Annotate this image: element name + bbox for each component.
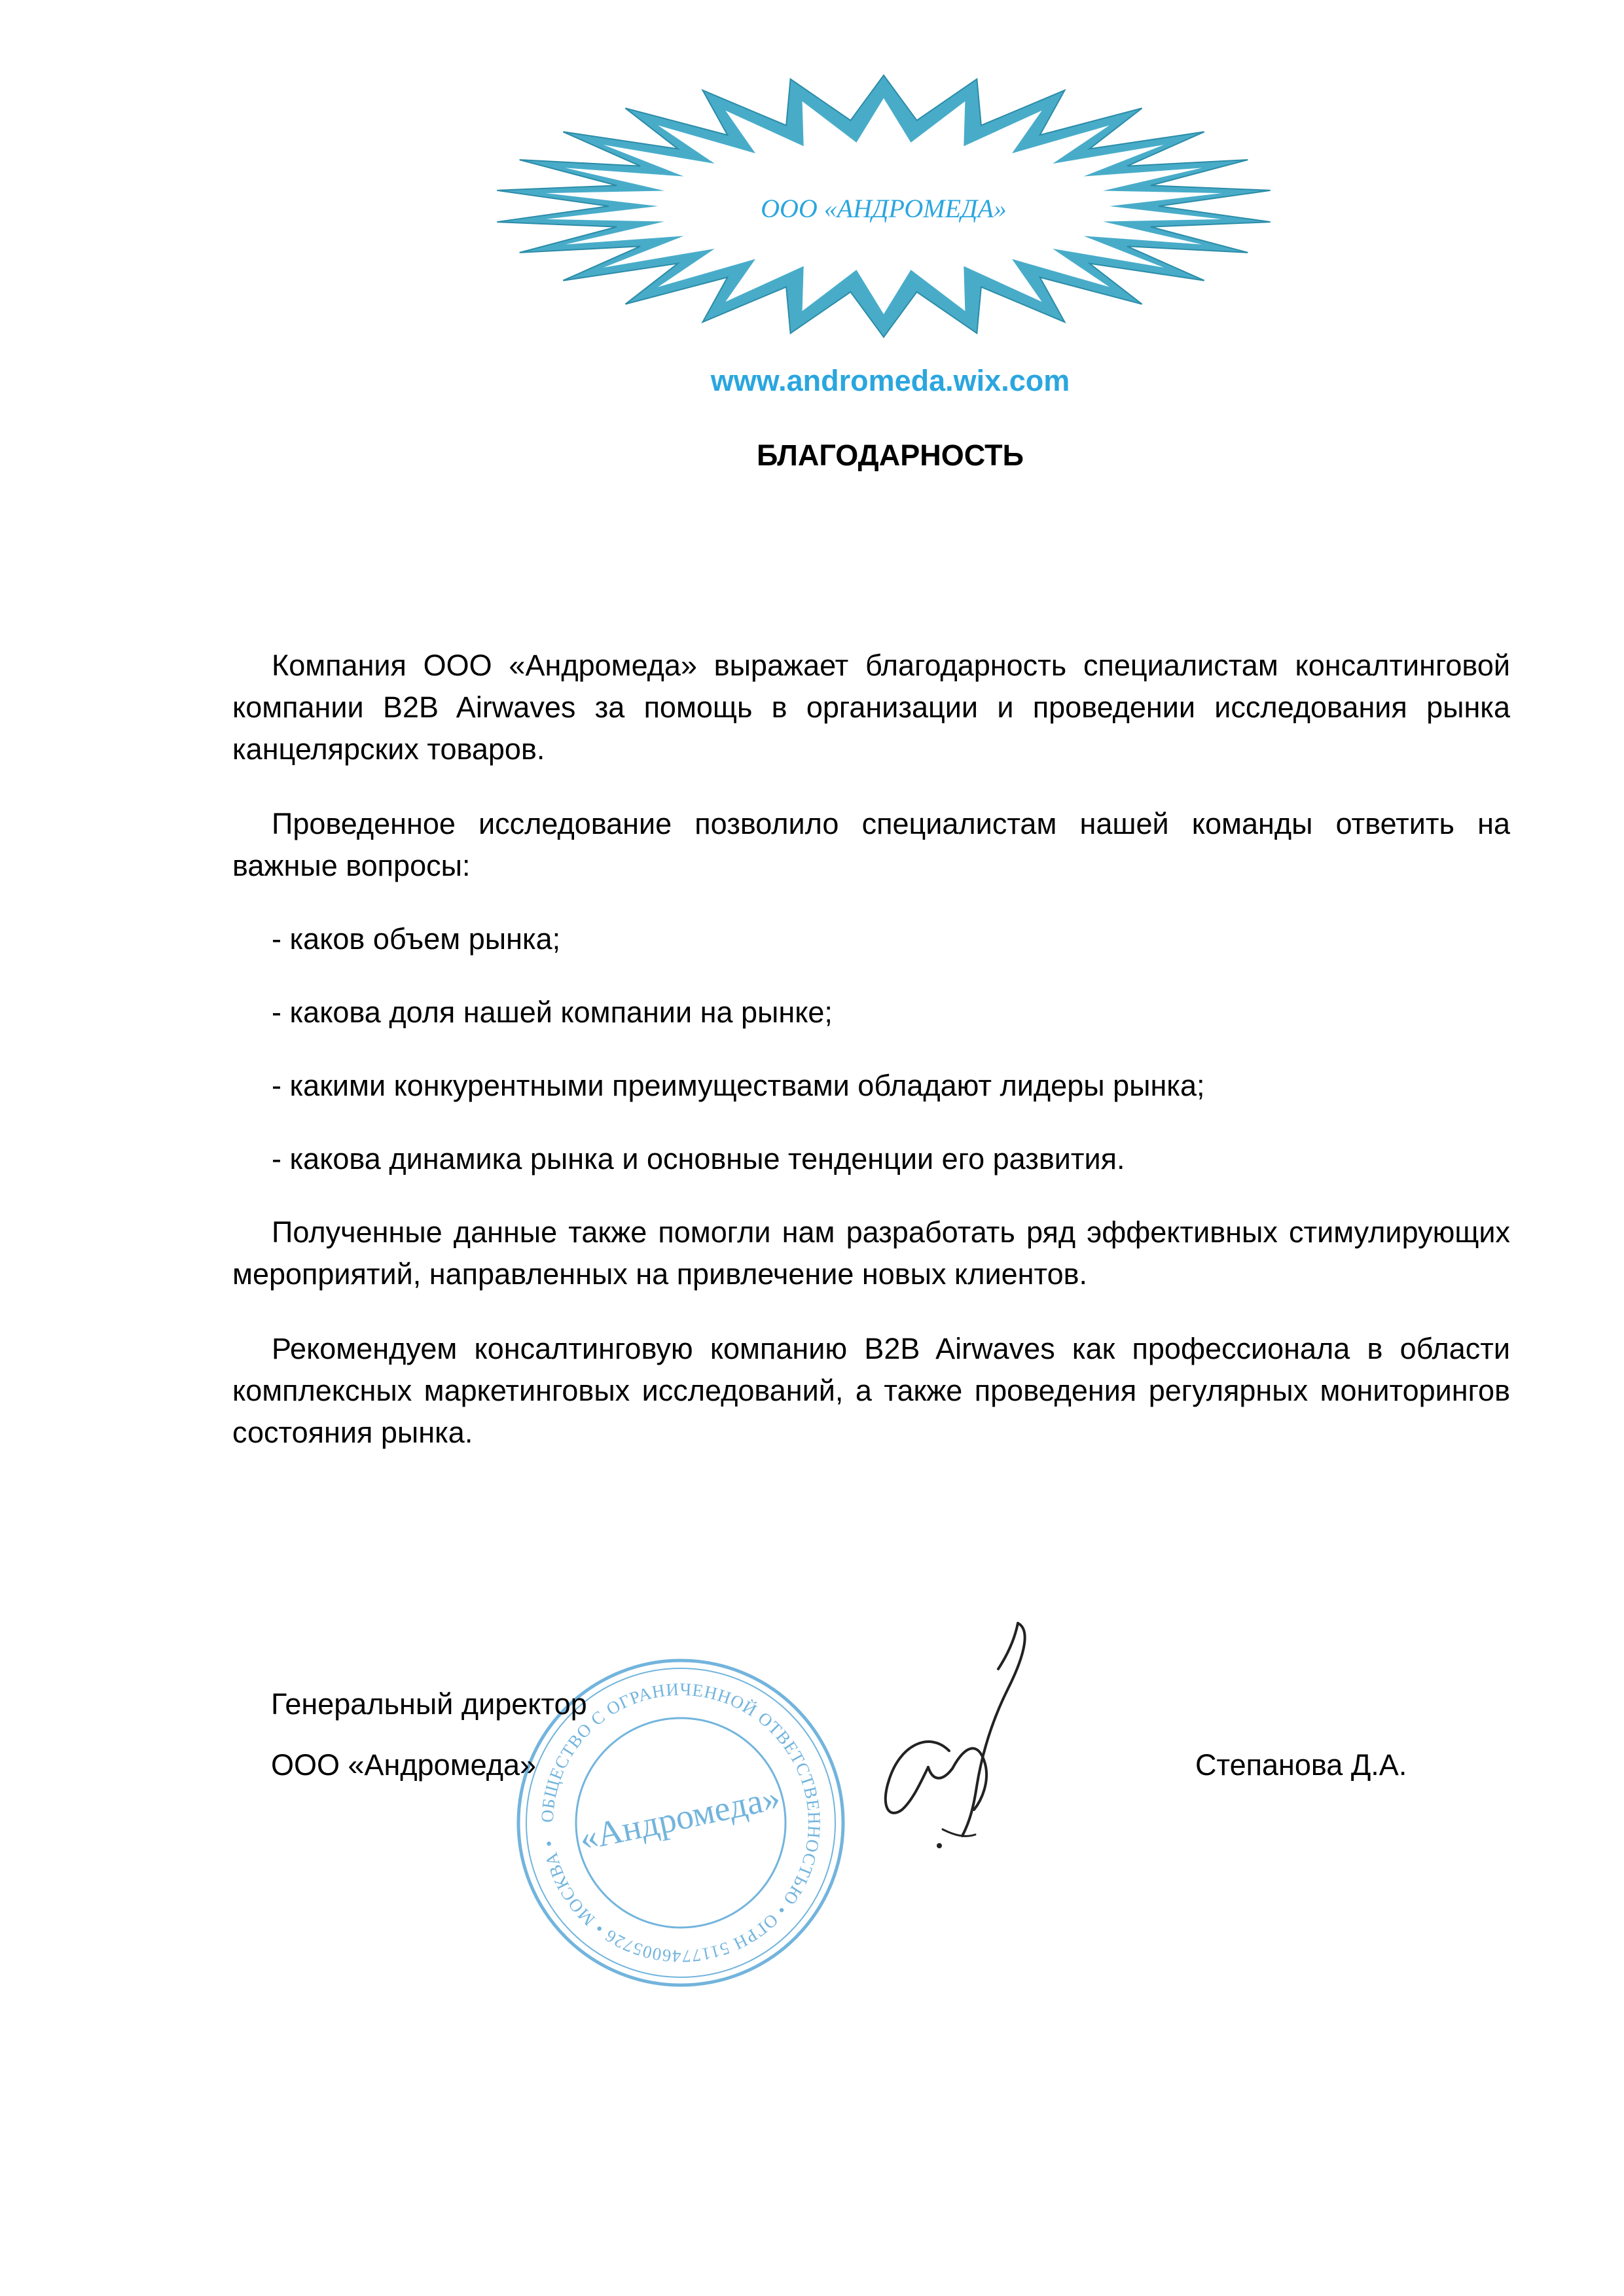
company-website[interactable]: www.andromeda.wix.com bbox=[710, 364, 1070, 397]
starburst-logo-icon bbox=[491, 72, 1276, 340]
signature-icon bbox=[851, 1610, 1067, 1859]
stamp-ring-text: ОБЩЕСТВО С ОГРАНИЧЕННОЙ ОТВЕТСТВЕННОСТЬЮ • ОГРН 5117746005726 • МОСКВА • bbox=[537, 1679, 825, 1967]
signatory-name: Степанова Д.А. bbox=[1195, 1748, 1407, 1782]
list-item-market-volume: - каков объем рынка; bbox=[272, 922, 561, 956]
signatory-position: Генеральный директор bbox=[271, 1687, 587, 1721]
list-item-market-share: - какова доля нашей компании на рынке; bbox=[272, 996, 833, 1029]
signatory-company: ООО «Андромеда» bbox=[271, 1748, 536, 1782]
document-title: БЛАГОДАРНОСТЬ bbox=[757, 439, 1024, 472]
company-logo bbox=[491, 72, 1276, 340]
list-item-competitive-advantages: - какими конкурентными преимуществами обладают лидеры рынка; bbox=[272, 1069, 1205, 1102]
list-item-market-dynamics: - какова динамика рынка и основные тенденции его развития. bbox=[272, 1142, 1125, 1175]
stamp-center-text: «Андромеда» bbox=[575, 1777, 784, 1858]
paragraph-recommendation: Рекомендуем консалтинговую компанию B2B Airwaves как профессионала в области комплексных маркетинговых исследований, а также проведения регулярных мониторингов состояния рынка. bbox=[232, 1332, 1510, 1449]
handwritten-signature bbox=[851, 1610, 1067, 1859]
letter-body bbox=[232, 645, 1510, 1454]
paragraph-gratitude: Компания ООО «Андромеда» выражает благодарность специалистам консалтинговой компании B2B Airwaves за помощь в организации и проведении исследования рынка канцелярских товаров. bbox=[232, 649, 1510, 766]
paragraph-research: Проведенное исследование позволило специалистам нашей команды ответить на важные вопросы: bbox=[232, 807, 1510, 882]
logo-company-name: ООО «АНДРОМЕДА» bbox=[761, 194, 1007, 223]
paragraph-results: Полученные данные также помогли нам разработать ряд эффективных стимулирующих мероприятий, направленных на привлечение новых клиентов. bbox=[232, 1215, 1510, 1291]
